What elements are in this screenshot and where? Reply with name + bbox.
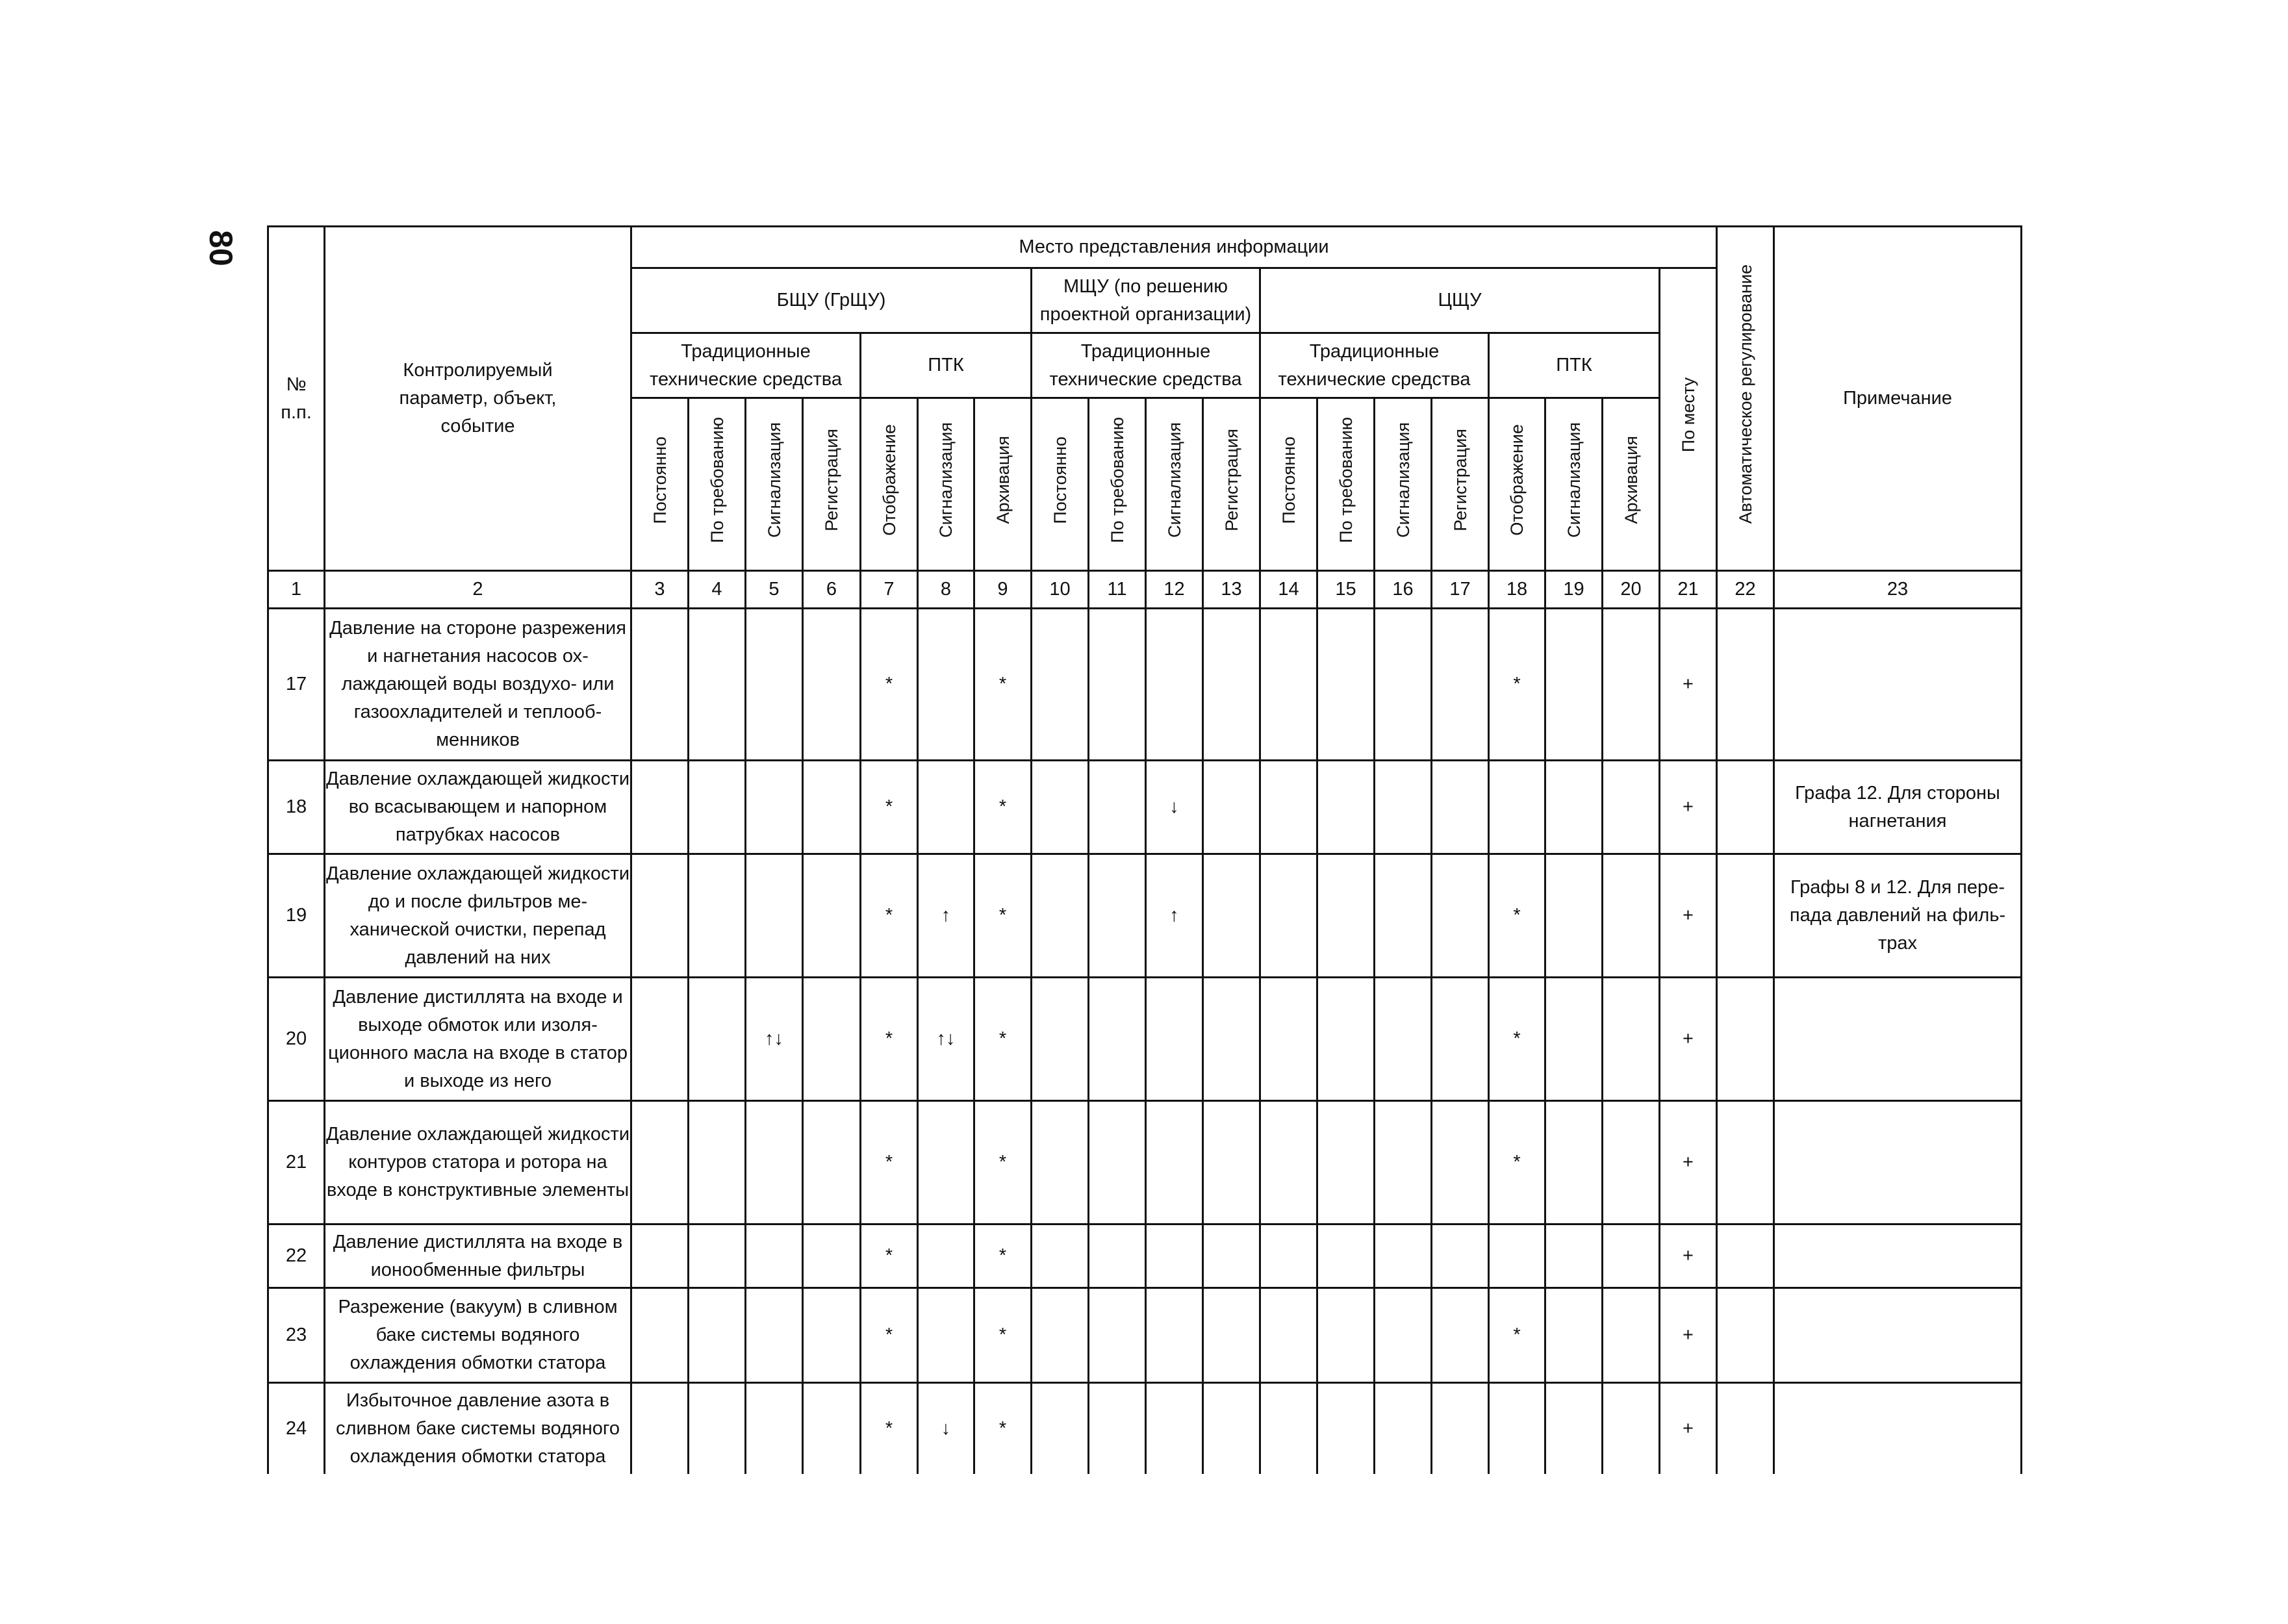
mark-cell [1432,1101,1489,1224]
mark-cell [689,1224,746,1288]
mark-cell [918,761,974,854]
row-number: 23 [268,1288,325,1383]
mark-cell [1545,609,1603,761]
mark-cell [631,854,689,978]
mark-cell: * [861,978,918,1101]
mark-cell [689,609,746,761]
header-ptk-cschu: ПТК [1489,333,1660,398]
header-col-19: Сигнализация [1545,398,1603,571]
mark-cell [1203,609,1260,761]
mark-cell [1317,609,1375,761]
mark-cell [1603,1383,1660,1474]
mark-cell: + [1660,978,1717,1101]
mark-cell [1146,978,1203,1101]
mark-cell [1375,1101,1432,1224]
mark-cell [1375,609,1432,761]
mark-cell [803,854,861,978]
row-note [1774,1224,2022,1288]
row-number: 20 [268,978,325,1101]
column-number: 23 [1774,571,2022,609]
mark-cell: + [1660,1224,1717,1288]
row-parameter: Давление дистиллята на входе и выходе обмоток или изоляционного масла на входе в статор и выходе из него [325,978,631,1101]
mark-cell [1375,761,1432,854]
row-note [1774,609,2022,761]
mark-cell [1146,1101,1203,1224]
mark-cell [1432,609,1489,761]
header-cschu: ЦЩУ [1260,268,1660,333]
mark-cell: ↑↓ [918,978,974,1101]
mark-cell [631,609,689,761]
mark-cell [918,1224,974,1288]
row-number: 24 [268,1383,325,1474]
mark-cell [746,1101,803,1224]
mark-cell [1603,609,1660,761]
mark-cell [1260,1224,1317,1288]
mark-cell [631,978,689,1101]
column-number: 15 [1317,571,1375,609]
mark-cell [1032,1383,1089,1474]
mark-cell [746,1383,803,1474]
mark-cell [746,609,803,761]
mark-cell [1717,1224,1774,1288]
mark-cell [746,1288,803,1383]
column-number: 13 [1203,571,1260,609]
header-col-10: Постоянно [1032,398,1089,571]
table-row [268,1101,2022,1224]
mark-cell: * [974,1224,1032,1288]
row-number: 19 [268,854,325,978]
mark-cell [689,1101,746,1224]
row-parameter: Давление охлаждающей жидкости во всасывающем и напорном патрубках насосов [325,761,631,854]
mark-cell [1545,1288,1603,1383]
column-number: 12 [1146,571,1203,609]
column-number: 1 [268,571,325,609]
column-number: 2 [325,571,631,609]
column-number: 10 [1032,571,1089,609]
mark-cell [1032,609,1089,761]
mark-cell [1032,978,1089,1101]
row-parameter: Давление на стороне разрежения и нагнетания насосов охлаждающей воды воздухо- или газоохладителей и теплообменников [325,609,631,761]
mark-cell: * [1489,1101,1545,1224]
mark-cell [689,978,746,1101]
mark-cell [1375,978,1432,1101]
mark-cell [803,609,861,761]
row-note [1774,1383,2022,1474]
mark-cell [1432,1224,1489,1288]
mark-cell [1375,854,1432,978]
mark-cell: * [974,761,1032,854]
mark-cell [1203,761,1260,854]
header-col-20: Архивация [1603,398,1660,571]
mark-cell: ↓ [1146,761,1203,854]
row-number: 21 [268,1101,325,1224]
mark-cell [1089,1224,1146,1288]
mark-cell: * [861,854,918,978]
mark-cell: * [861,609,918,761]
mark-cell [1146,1224,1203,1288]
mark-cell: + [1660,1288,1717,1383]
mark-cell: ↑↓ [746,978,803,1101]
mark-cell [1545,1101,1603,1224]
mark-cell: * [861,1224,918,1288]
mark-cell [1545,1383,1603,1474]
mark-cell [1717,1383,1774,1474]
header-col-9: Архивация [974,398,1032,571]
mark-cell [1260,1101,1317,1224]
mark-cell: * [974,1101,1032,1224]
mark-cell [1545,761,1603,854]
header-place: Место представления информации [631,227,1717,268]
row-note [1774,1101,2022,1224]
mark-cell [1089,854,1146,978]
row-parameter: Разрежение (вакуум) в сливном баке системы водяного охлаждения обмотки статора [325,1288,631,1383]
mark-cell: * [974,609,1032,761]
header-col-8: Сигнализация [918,398,974,571]
mark-cell [1545,1224,1603,1288]
mark-cell [746,761,803,854]
mark-cell: * [974,1288,1032,1383]
mark-cell: + [1660,1101,1717,1224]
row-parameter: Давление охлаждающей жидкости до и после фильтров механической очистки, перепад давлений на них [325,854,631,978]
mark-cell: * [861,1383,918,1474]
mark-cell: + [1660,609,1717,761]
mark-cell: * [861,761,918,854]
header-col-16: Сигнализация [1375,398,1432,571]
mark-cell [1260,978,1317,1101]
column-number: 20 [1603,571,1660,609]
mark-cell [689,1288,746,1383]
table-row [268,1224,2022,1288]
header-ptk-bschu: ПТК [861,333,1032,398]
mark-cell [1203,978,1260,1101]
column-number: 8 [918,571,974,609]
mark-cell [1545,854,1603,978]
table-row [268,1288,2022,1383]
mark-cell [1146,1288,1203,1383]
column-number: 17 [1432,571,1489,609]
mark-cell [1603,1288,1660,1383]
mark-cell: * [1489,609,1545,761]
mark-cell [631,1288,689,1383]
header-col-12: Сигнализация [1146,398,1203,571]
mark-cell [1032,1224,1089,1288]
column-number: 6 [803,571,861,609]
table-row [268,609,2022,761]
mark-cell [918,1288,974,1383]
mark-cell: * [1489,854,1545,978]
mark-cell [1089,609,1146,761]
mark-cell [918,609,974,761]
mark-cell: + [1660,854,1717,978]
mark-cell [1089,978,1146,1101]
mark-cell [1032,854,1089,978]
mark-cell [803,1383,861,1474]
column-number: 18 [1489,571,1545,609]
mark-cell [1203,1101,1260,1224]
table-row [268,978,2022,1101]
mark-cell [1032,761,1089,854]
header-col-11: По требованию [1089,398,1146,571]
column-number: 22 [1717,571,1774,609]
mark-cell: * [974,978,1032,1101]
mark-cell [1432,761,1489,854]
row-number: 17 [268,609,325,761]
mark-cell [1317,761,1375,854]
mark-cell [1603,1224,1660,1288]
mark-cell [689,761,746,854]
column-number: 19 [1545,571,1603,609]
header-col-7: Отображение [861,398,918,571]
mark-cell [1603,761,1660,854]
mark-cell [1545,978,1603,1101]
mark-cell [1489,1383,1545,1474]
column-number: 11 [1089,571,1146,609]
header-col-3: Постоянно [631,398,689,571]
mark-cell [1432,854,1489,978]
mark-cell [1317,1288,1375,1383]
header-bschu: БЩУ (ГрЩУ) [631,268,1032,333]
header-col-6: Регистрация [803,398,861,571]
mark-cell [1089,1383,1146,1474]
row-note [1774,978,2022,1101]
header-col-15: По требованию [1317,398,1375,571]
mark-cell [1317,854,1375,978]
mark-cell [631,1224,689,1288]
header-auto: Автоматическое регулирование [1717,227,1774,571]
table-row [268,761,2022,854]
mark-cell [1375,1383,1432,1474]
mark-cell [1146,609,1203,761]
mark-cell: ↑ [918,854,974,978]
page-number: 80 [203,230,239,266]
mark-cell [631,761,689,854]
header-trad-mschu: Традиционные технические средства [1032,333,1260,398]
mark-cell [1260,1288,1317,1383]
header-col-13: Регистрация [1203,398,1260,571]
column-number: 21 [1660,571,1717,609]
mark-cell [1717,854,1774,978]
mark-cell [1203,854,1260,978]
header-note: Примечание [1774,227,2022,571]
column-number: 9 [974,571,1032,609]
mark-cell [1717,1101,1774,1224]
mark-cell [1603,854,1660,978]
column-number: 5 [746,571,803,609]
mark-cell [1146,1383,1203,1474]
mark-cell [689,1383,746,1474]
mark-cell [1260,854,1317,978]
mark-cell: ↓ [918,1383,974,1474]
header-param: Контролируемый параметр, объект, событие [325,227,631,571]
mark-cell [689,854,746,978]
header-col-5: Сигнализация [746,398,803,571]
mark-cell [1317,1383,1375,1474]
mark-cell [1317,1101,1375,1224]
row-note [1774,1288,2022,1383]
mark-cell [1489,1224,1545,1288]
mark-cell: * [1489,978,1545,1101]
mark-cell [1375,1224,1432,1288]
header-trad-cschu: Традиционные технические средства [1260,333,1489,398]
mark-cell [746,1224,803,1288]
mark-cell [1603,1101,1660,1224]
mark-cell [1717,609,1774,761]
mark-cell [746,854,803,978]
mark-cell [1203,1288,1260,1383]
mark-cell [1432,1383,1489,1474]
mark-cell [918,1101,974,1224]
mark-cell [631,1101,689,1224]
mark-cell [631,1383,689,1474]
row-note: Графы 8 и 12. Для перепада давлений на фильтрах [1774,854,2022,978]
mark-cell [1260,1383,1317,1474]
header-col-18: Отображение [1489,398,1545,571]
mark-cell: ↑ [1146,854,1203,978]
mark-cell [1603,978,1660,1101]
column-number: 16 [1375,571,1432,609]
mark-cell: + [1660,761,1717,854]
mark-cell: * [974,854,1032,978]
table-row [268,854,2022,978]
mark-cell [1203,1383,1260,1474]
mark-cell [803,1101,861,1224]
row-note: Графа 12. Для стороны нагнетания [1774,761,2022,854]
mark-cell [1089,1101,1146,1224]
header-col-21: По месту [1660,268,1717,571]
header-no: № п.п. [268,227,325,571]
mark-cell [1432,978,1489,1101]
row-parameter: Давление охлаждающей жидкости контуров статора и ротора на входе в конструктивные элементы [325,1101,631,1224]
mark-cell [803,1288,861,1383]
mark-cell [1717,1288,1774,1383]
mark-cell: + [1660,1383,1717,1474]
mark-cell [803,1224,861,1288]
header-col-14: Постоянно [1260,398,1317,571]
header-mschu: МЩУ (по решению проектной организации) [1032,268,1260,333]
mark-cell [1717,761,1774,854]
mark-cell [1203,1224,1260,1288]
mark-cell [1260,609,1317,761]
mark-cell [1432,1288,1489,1383]
mark-cell [1089,761,1146,854]
mark-cell [1317,1224,1375,1288]
header-trad-bschu: Традиционные технические средства [631,333,861,398]
column-number: 3 [631,571,689,609]
mark-cell [803,978,861,1101]
mark-cell: * [861,1288,918,1383]
mark-cell [1317,978,1375,1101]
mark-cell [1032,1101,1089,1224]
mark-cell: * [861,1101,918,1224]
mark-cell [1260,761,1317,854]
mark-cell [803,761,861,854]
mark-cell [1375,1288,1432,1383]
mark-cell [1089,1288,1146,1383]
header-col-4: По требованию [689,398,746,571]
row-number: 22 [268,1224,325,1288]
column-number: 14 [1260,571,1317,609]
row-parameter: Давление дистиллята на входе в ионообменные фильтры [325,1224,631,1288]
mark-cell: * [974,1383,1032,1474]
parameter-table [267,225,2022,1474]
mark-cell: * [1489,1288,1545,1383]
mark-cell [1489,761,1545,854]
mark-cell [1032,1288,1089,1383]
row-parameter: Избыточное давление азота в сливном баке системы водяного охлаждения обмотки статора [325,1383,631,1474]
header-col-17: Регистрация [1432,398,1489,571]
column-number: 7 [861,571,918,609]
table-row [268,1383,2022,1474]
column-number: 4 [689,571,746,609]
mark-cell [1717,978,1774,1101]
row-number: 18 [268,761,325,854]
